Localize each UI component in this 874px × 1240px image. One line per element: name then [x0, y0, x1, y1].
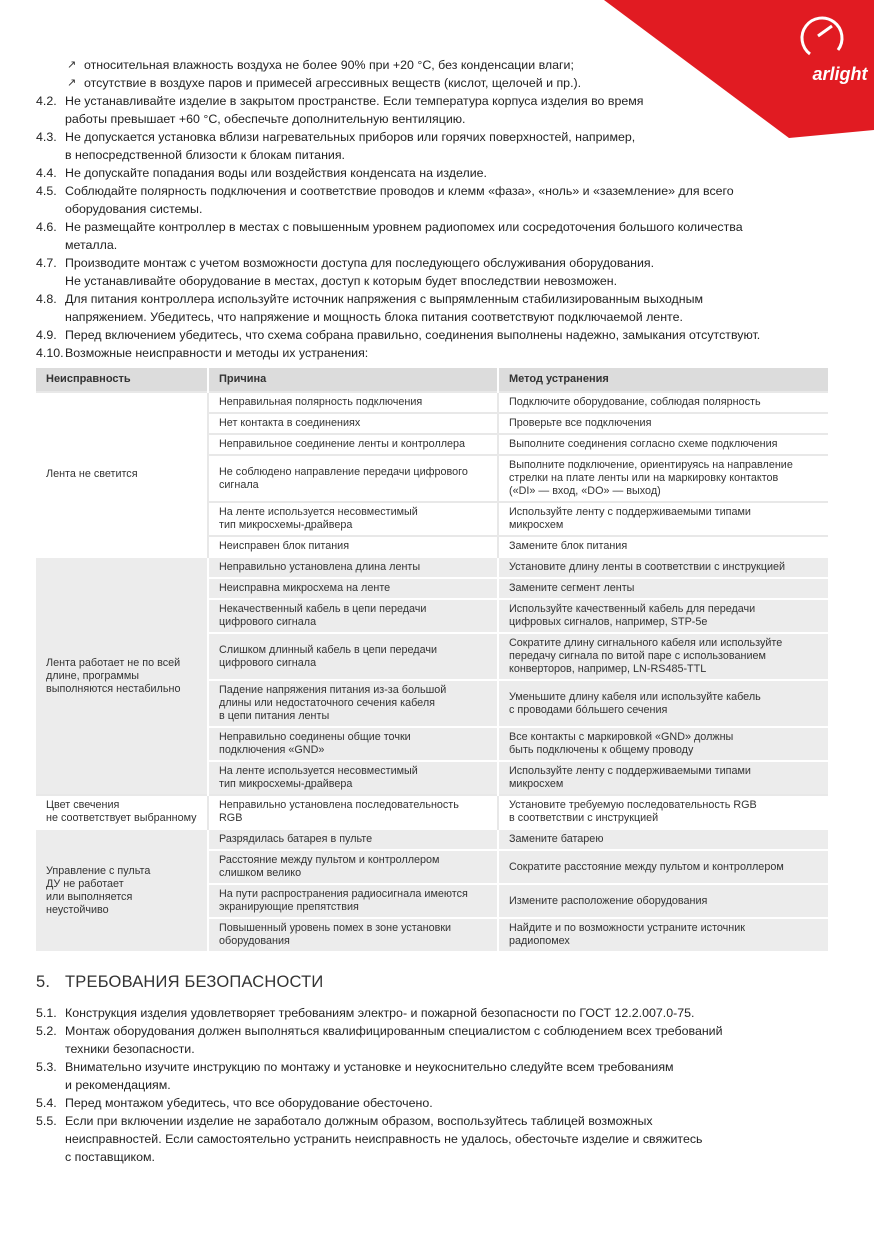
- numbered-item: [36, 1112, 828, 1166]
- fix-text-line: быть подключены к общему проводу: [509, 744, 694, 756]
- cause-text-line: Нет контакта в соединениях: [219, 417, 361, 429]
- fault-text-line: Лента не светится: [46, 468, 138, 480]
- item-text-line: Не допускается установка вблизи нагревательных приборов или горячих поверхностей, например,: [65, 130, 636, 144]
- fault-text-line: неустойчиво: [46, 903, 109, 916]
- cause-text-line: Неправильно установлена длина ленты: [219, 561, 421, 573]
- cause-cell: [208, 850, 498, 884]
- fix-text-line: Подключите оборудование, соблюдая полярность: [509, 396, 761, 408]
- numbered-item: [36, 92, 828, 128]
- table-row: [36, 557, 828, 578]
- document-page: [36, 56, 828, 1166]
- item-text-line: техники безопасности.: [65, 1042, 195, 1056]
- fault-cell: [36, 795, 208, 829]
- cause-cell: [208, 633, 498, 680]
- bullet-text: относительная влажность воздуха не более 90% при +20 °C, без конденсации влаги;: [84, 58, 574, 72]
- fix-cell: [498, 829, 828, 850]
- fix-text-line: конверторов, например, LN-RS485-TTL: [509, 663, 707, 675]
- fix-text-line: Замените блок питания: [509, 540, 628, 552]
- item-number: 4.2.: [36, 94, 57, 108]
- item-number: 4.5.: [36, 184, 57, 198]
- numbered-item: [36, 290, 828, 326]
- cause-text-line: Повышенный уровень помех в зоне установки: [219, 922, 452, 934]
- cause-text-line: тип микросхемы-драйвера: [219, 519, 353, 531]
- fix-text-line: в соответствии с инструкцией: [509, 812, 659, 824]
- item-text-line: Внимательно изучите инструкцию по монтажу и установке и неукоснительно следуйте всем требованиям: [65, 1060, 674, 1074]
- cause-text-line: Слишком длинный кабель в цепи передачи: [219, 643, 438, 656]
- section5-title: ТРЕБОВАНИЯ БЕЗОПАСНОСТИ: [65, 973, 324, 991]
- fix-text-line: Установите требуемую последовательность RGB: [509, 799, 757, 811]
- numbered-item: [36, 1022, 828, 1058]
- cause-cell: [208, 918, 498, 951]
- cause-text-line: Разрядилась батарея в пульте: [219, 833, 373, 845]
- cause-cell: [208, 727, 498, 761]
- item-text-line: напряжением. Убедитесь, что напряжение и мощность блока питания соответствуют подключаемой ленте.: [65, 310, 683, 324]
- cause-cell: [208, 680, 498, 727]
- numbered-item: [36, 218, 828, 254]
- fix-cell: [498, 633, 828, 680]
- fix-text-line: Выполните соединения согласно схеме подключения: [509, 438, 778, 450]
- fault-text-line: или выполняется: [46, 890, 133, 903]
- item-number: 5.2.: [36, 1024, 57, 1038]
- fix-text-line: Все контакты с маркировкой «GND» должны: [509, 731, 734, 743]
- cause-cell: [208, 413, 498, 434]
- fix-text-line: Замените батарею: [509, 833, 604, 845]
- numbered-item: [36, 254, 828, 290]
- numbered-item: [36, 128, 828, 164]
- fix-text-line: с проводами бо́льшего сечения: [509, 703, 668, 716]
- fix-text-line: цифровых сигналов, например, STP-5e: [509, 616, 708, 628]
- item-number: 5.5.: [36, 1114, 57, 1128]
- item-number: 4.6.: [36, 220, 57, 234]
- table-header-row: [36, 368, 828, 392]
- brand-logo-text: arlight: [812, 64, 868, 84]
- fix-cell: [498, 680, 828, 727]
- cause-text-line: Неправильно соединены общие точки: [219, 731, 411, 743]
- item-number: 5.4.: [36, 1096, 57, 1110]
- cause-cell: [208, 536, 498, 557]
- item-text-line: металла.: [65, 238, 118, 252]
- fix-cell: [498, 795, 828, 829]
- item-text-line: Возможные неисправности и методы их устранения:: [65, 346, 369, 360]
- fix-text-line: Измените расположение оборудования: [509, 894, 708, 907]
- fix-text-line: микросхем: [509, 519, 564, 531]
- item-text-line: работы превышает +60 °C, обеспечьте дополнительную вентиляцию.: [65, 112, 466, 126]
- item-text-line: Для питания контроллера используйте источник напряжения с выпрямленным стабилизированным выходным: [65, 292, 704, 306]
- cause-cell: [208, 455, 498, 502]
- cause-cell: [208, 761, 498, 795]
- cause-text-line: Расстояние между пультом и контроллером: [219, 854, 440, 866]
- fix-text-line: Используйте ленту с поддерживаемыми типами: [509, 506, 751, 518]
- fix-cell: [498, 536, 828, 557]
- fix-text-line: стрелки на плате ленты или на маркировку контактов: [509, 472, 779, 484]
- fix-cell: [498, 557, 828, 578]
- fix-text-line: Замените сегмент ленты: [509, 582, 635, 594]
- fault-text-line: Лента работает не по всей: [46, 656, 181, 669]
- arrow-icon: ↗: [67, 77, 77, 89]
- cause-cell: [208, 434, 498, 455]
- faults-table: [36, 368, 828, 951]
- header-fix: Метод устранения: [498, 368, 828, 392]
- item-text-line: Перед включением убедитесь, что схема собрана правильно, соединения выполнены надежно, замыкания отсутствуют.: [65, 328, 761, 342]
- item-number: 4.4.: [36, 166, 57, 180]
- fix-cell: [498, 455, 828, 502]
- fix-cell: [498, 884, 828, 918]
- fault-text-line: Управление с пульта: [46, 864, 151, 877]
- item-number: 4.3.: [36, 130, 57, 144]
- item-text-line: Монтаж оборудования должен выполняться квалифицированным специалистом с соблюдением всех требований: [65, 1024, 723, 1038]
- cause-cell: [208, 795, 498, 829]
- fix-text-line: Сократите длину сигнального кабеля или используйте: [509, 637, 783, 649]
- item-number: 5.3.: [36, 1060, 57, 1074]
- fix-cell: [498, 434, 828, 455]
- item-text-line: неисправностей. Если самостоятельно устранить неисправность не удалось, обесточьте изделие и свяжитесь: [65, 1132, 703, 1146]
- cause-cell: [208, 884, 498, 918]
- fix-cell: [498, 727, 828, 761]
- fix-cell: [498, 392, 828, 413]
- fix-cell: [498, 413, 828, 434]
- section5-items: [36, 1004, 828, 1166]
- item-number: 4.9.: [36, 328, 57, 342]
- fault-text-line: длине, программы: [46, 669, 140, 682]
- numbered-item: [36, 326, 828, 344]
- cause-text-line: Неисправна микросхема на ленте: [219, 582, 391, 594]
- fix-text-line: Проверьте все подключения: [509, 417, 652, 429]
- item-text-line: Не допускайте попадания воды или воздействия конденсата на изделие.: [65, 166, 487, 180]
- numbered-item: [36, 1058, 828, 1094]
- cause-text-line: На ленте используется несовместимый: [219, 506, 418, 518]
- cause-cell: [208, 392, 498, 413]
- item-text-line: Соблюдайте полярность подключения и соответствие проводов и клемм «фаза», «ноль» и «заземление» для всего: [65, 184, 734, 198]
- cause-text-line: экранирующие препятствия: [219, 901, 359, 913]
- numbered-item: [36, 182, 828, 218]
- cause-cell: [208, 578, 498, 599]
- item-text-line: Перед монтажом убедитесь, что все оборудование обесточено.: [65, 1096, 433, 1110]
- fix-text-line: Выполните подключение, ориентируясь на направление: [509, 459, 793, 471]
- item-number: 4.7.: [36, 256, 57, 270]
- bullet-text: отсутствие в воздухе паров и примесей агрессивных веществ (кислот, щелочей и пр.).: [84, 76, 582, 90]
- item-text-line: и рекомендациям.: [65, 1078, 171, 1092]
- item-text-line: Производите монтаж с учетом возможности доступа для последующего обслуживания оборудования.: [65, 256, 655, 270]
- cause-text-line: Неисправен блок питания: [219, 540, 350, 552]
- item-text-line: оборудования системы.: [65, 202, 203, 216]
- fix-cell: [498, 918, 828, 951]
- cause-text-line: На пути распространения радиосигнала имеются: [219, 888, 468, 900]
- cause-text-line: Неправильно установлена последовательность: [219, 799, 459, 811]
- cause-text-line: На ленте используется несовместимый: [219, 765, 418, 777]
- cause-text-line: тип микросхемы-драйвера: [219, 778, 353, 790]
- item-text-line: Не устанавливайте изделие в закрытом пространстве. Если температура корпуса изделия во время: [65, 94, 644, 108]
- fix-text-line: Сократите расстояние между пультом и контроллером: [509, 860, 784, 873]
- item-number: 4.10.: [36, 346, 64, 360]
- numbered-item: [36, 1004, 828, 1022]
- table-row: [36, 795, 828, 829]
- fault-cell: [36, 829, 208, 951]
- fault-text-line: выполняются нестабильно: [46, 682, 181, 695]
- cause-text-line: в цепи питания ленты: [219, 710, 330, 722]
- bullet-item: [36, 74, 828, 92]
- cause-text-line: Падение напряжения питания из-за большой: [219, 684, 447, 696]
- cause-cell: [208, 502, 498, 536]
- fix-text-line: Найдите и по возможности устраните источник: [509, 922, 746, 934]
- cause-text-line: Неправильная полярность подключения: [219, 396, 423, 408]
- fix-cell: [498, 599, 828, 633]
- fix-text-line: Используйте качественный кабель для передачи: [509, 603, 756, 615]
- cause-text-line: цифрового сигнала: [219, 656, 317, 669]
- fix-text-line: Уменьшите длину кабеля или используйте кабель: [509, 690, 761, 703]
- cause-cell: [208, 599, 498, 633]
- fault-text-line: ДУ не работает: [46, 877, 124, 890]
- table-row: [36, 392, 828, 413]
- cause-text-line: Не соблюдено направление передачи цифрового: [219, 465, 468, 478]
- fix-cell: [498, 578, 828, 599]
- cause-cell: [208, 829, 498, 850]
- bullet-item: [36, 56, 828, 74]
- cause-text-line: Некачественный кабель в цепи передачи: [219, 603, 427, 615]
- fix-text-line: передачу сигнала по витой паре с использованием: [509, 650, 766, 662]
- item-text-line: с поставщиком.: [65, 1150, 155, 1164]
- section5-number: 5.: [36, 973, 51, 991]
- fault-cell: [36, 392, 208, 557]
- item-text-line: в непосредственной близости к блокам питания.: [65, 148, 345, 162]
- cause-cell: [208, 557, 498, 578]
- section4-items: [36, 92, 828, 362]
- fix-text-line: Установите длину ленты в соответствии с инструкцией: [509, 561, 786, 573]
- numbered-item: [36, 164, 828, 182]
- fix-text-line: Используйте ленту с поддерживаемыми типами: [509, 765, 751, 777]
- fix-cell: [498, 761, 828, 795]
- fault-cell: [36, 557, 208, 795]
- header-fault: Неисправность: [36, 368, 208, 392]
- fault-text-line: не соответствует выбранному: [46, 812, 197, 824]
- fix-text-line: микросхем: [509, 778, 564, 790]
- cause-text-line: цифрового сигнала: [219, 616, 317, 628]
- fix-cell: [498, 850, 828, 884]
- numbered-item: [36, 344, 828, 362]
- cause-text-line: длины или недостаточного сечения кабеля: [219, 697, 435, 709]
- arrow-icon: ↗: [67, 59, 77, 71]
- item-number: 4.8.: [36, 292, 57, 306]
- numbered-item: [36, 1094, 828, 1112]
- item-text-line: Конструкция изделия удовлетворяет требованиям электро- и пожарной безопасности по ГОСТ 12.2.007.0-75.: [65, 1006, 695, 1020]
- fix-text-line: радиопомех: [509, 935, 570, 947]
- cause-text-line: RGB: [219, 812, 243, 824]
- fix-text-line: («DI» — вход, «DO» — выход): [509, 485, 661, 497]
- item-number: 5.1.: [36, 1006, 57, 1020]
- fix-cell: [498, 502, 828, 536]
- condition-bullets: [36, 56, 828, 92]
- header-cause: Причина: [208, 368, 498, 392]
- cause-text-line: Неправильное соединение ленты и контроллера: [219, 438, 466, 450]
- fault-text-line: Цвет свечения: [46, 799, 120, 811]
- item-text-line: Не устанавливайте оборудование в местах, доступ к которым будет впоследствии невозможен.: [65, 274, 618, 288]
- cause-text-line: слишком велико: [219, 867, 302, 879]
- cause-text-line: оборудования: [219, 935, 290, 947]
- table-row: [36, 829, 828, 850]
- cause-text-line: подключения «GND»: [219, 744, 325, 756]
- section5-heading: [36, 973, 828, 992]
- item-text-line: Если при включении изделие не заработало должным образом, воспользуйтесь таблицей возможных: [65, 1114, 653, 1128]
- cause-text-line: сигнала: [219, 478, 259, 491]
- item-text-line: Не размещайте контроллер в местах с повышенным уровнем радиопомех или сосредоточения большого количества: [65, 220, 743, 234]
